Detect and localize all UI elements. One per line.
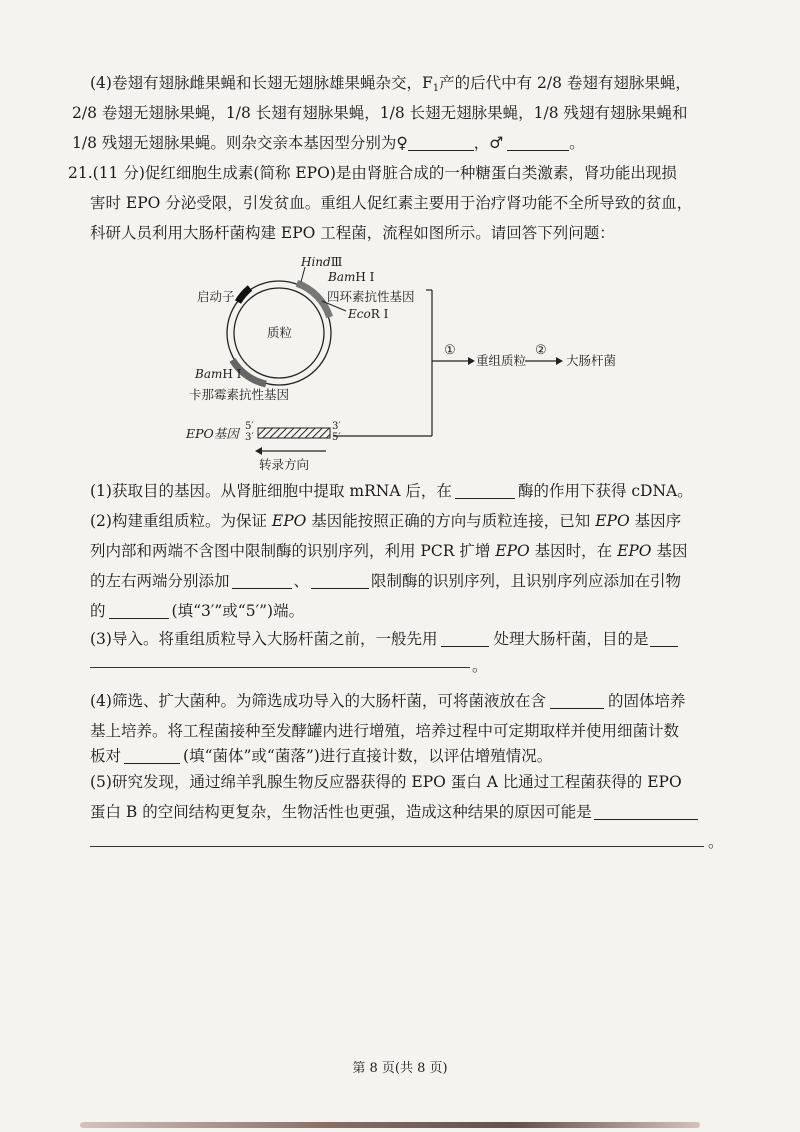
part3-line1: (3)导入。将重组质粒导入大肠杆菌之前，一般先用 处理大肠杆菌，目的是 <box>90 629 678 649</box>
bam-top-label: BamH Ⅰ <box>328 270 375 284</box>
count-target-blank[interactable] <box>124 748 180 764</box>
part2-line3: 的左右两端分别添加 、 限制酶的识别序列，且识别序列应添加在引物 <box>90 572 682 590</box>
bam-bottom-label: BamH Ⅰ <box>195 367 242 381</box>
recombinant-plasmid-label: 重组质粒 <box>476 353 527 368</box>
treatment-blank[interactable] <box>441 631 489 647</box>
part4-line2: 基上培养。将工程菌接种至发酵罐内进行增殖，培养过程中可定期取样并使用细菌计数 <box>90 722 680 740</box>
purpose-blank-start[interactable] <box>650 631 678 647</box>
q20-4-line2: 2/8 卷翅无翅脉果蝇，1/8 长翅有翅脉果蝇，1/8 长翅无翅脉果蝇，1/8 残翅有翅脉果蝇和 <box>72 104 688 122</box>
step1-label: ① <box>444 343 456 358</box>
ecoli-label: 大肠杆菌 <box>566 353 617 368</box>
plasmid-construction-diagram <box>0 0 800 480</box>
transcription-arrowhead <box>255 447 262 455</box>
transcription-label: 转录方向 <box>259 457 310 472</box>
q20-4-text: (4)卷翅有翅脉雌果蝇和长翅无翅脉雄果蝇杂交，F <box>90 74 433 92</box>
enzyme-blank[interactable] <box>455 483 515 499</box>
page-number: 第 8 页(共 8 页) <box>352 1061 448 1076</box>
part3-end: 。 <box>472 657 488 675</box>
hind-site-pointer <box>301 267 305 282</box>
part2-line1: (2)构建重组质粒。为保证 EPO 基因能按照正确的方向与质粒连接，已知 EPO 基因序 <box>90 512 682 530</box>
epo-3prime-bottom: 3′ <box>245 432 254 443</box>
kanamycin-label: 卡那霉素抗性基因 <box>189 387 290 402</box>
q20-4-text-3a: 1/8 残翅无翅脉果蝇。则杂交亲本基因型分别为♀ <box>72 134 408 152</box>
scan-edge-shadow <box>80 1122 700 1128</box>
part1: (1)获取目的基因。从肾脏细胞中提取 mRNA 后，在 酶的作用下获得 cDNA。 <box>90 482 693 500</box>
promoter-label: 启动子 <box>197 289 235 304</box>
q20-4-text-b: 产的后代中有 2/8 卷翅有翅脉果蝇， <box>439 74 691 92</box>
epo-5prime-bottom: 5′ <box>332 432 341 443</box>
f1-subscript: 1 <box>432 83 440 94</box>
plasmid-label: 质粒 <box>267 325 293 340</box>
epo-gene-label: EPO基因 <box>186 426 239 441</box>
primer-end-blank[interactable] <box>109 603 169 619</box>
step2-label: ② <box>535 343 547 358</box>
reason-blank-line[interactable] <box>90 846 704 847</box>
q20-4-text-3b: ，♂ <box>473 134 504 152</box>
left-enzyme-blank[interactable] <box>232 573 292 589</box>
part5-line1: (5)研究发现，通过绵羊乳腺生物反应器获得的 EPO 蛋白 A 比通过工程菌获得的 EPO <box>90 773 682 791</box>
tetracycline-label: 四环素抗性基因 <box>327 289 415 304</box>
part5-line2: 蛋白 B 的空间结构更复杂，生物活性也更强，造成这种结果的原因可能是 <box>90 802 698 822</box>
part5-end: 。 <box>708 833 724 851</box>
hind-label: HindⅢ <box>301 255 343 269</box>
right-enzyme-blank[interactable] <box>311 573 369 589</box>
eco-label: EcoR Ⅰ <box>348 307 389 321</box>
selection-agent-blank[interactable] <box>550 693 604 709</box>
reason-blank-start[interactable] <box>594 804 698 820</box>
q21-stem-line1: 21.(11 分)促红细胞生成素(简称 EPO)是由肾脏合成的一种糖蛋白类激素，肾功能出现损 <box>68 164 677 182</box>
q21-stem-line3: 科研人员利用大肠杆菌构建 EPO 工程菌，流程如图所示。请回答下列问题： <box>90 224 615 242</box>
epo-5prime-top: 5′ <box>245 421 254 432</box>
q20-4-text-3c: 。 <box>569 134 585 152</box>
tetracycline-gene-segment <box>297 283 330 317</box>
step2-arrowhead <box>556 357 563 365</box>
q21-stem-line2: 害时 EPO 分泌受限，引发贫血。重组人促红素主要用于治疗肾功能不全所导致的贫血， <box>90 194 693 212</box>
epo-gene-bar <box>258 428 330 438</box>
part4-line3: 板对 (填“菌体”或“菌落”)进行直接计数，以评估增殖情况。 <box>90 747 553 765</box>
purpose-blank-line[interactable] <box>90 667 470 668</box>
step1-arrowhead <box>468 357 475 365</box>
epo-3prime-top: 3′ <box>332 421 341 432</box>
part2-line4: 的 (填“3′”或“5′”)端。 <box>90 602 305 620</box>
part2-line2: 列内部和两端不含图中限制酶的识别序列，利用 PCR 扩增 EPO 基因时，在 EPO 基因 <box>90 542 688 560</box>
part4-line1: (4)筛选、扩大菌种。为筛选成功导入的大肠杆菌，可将菌液放在含 的固体培养 <box>90 692 686 710</box>
